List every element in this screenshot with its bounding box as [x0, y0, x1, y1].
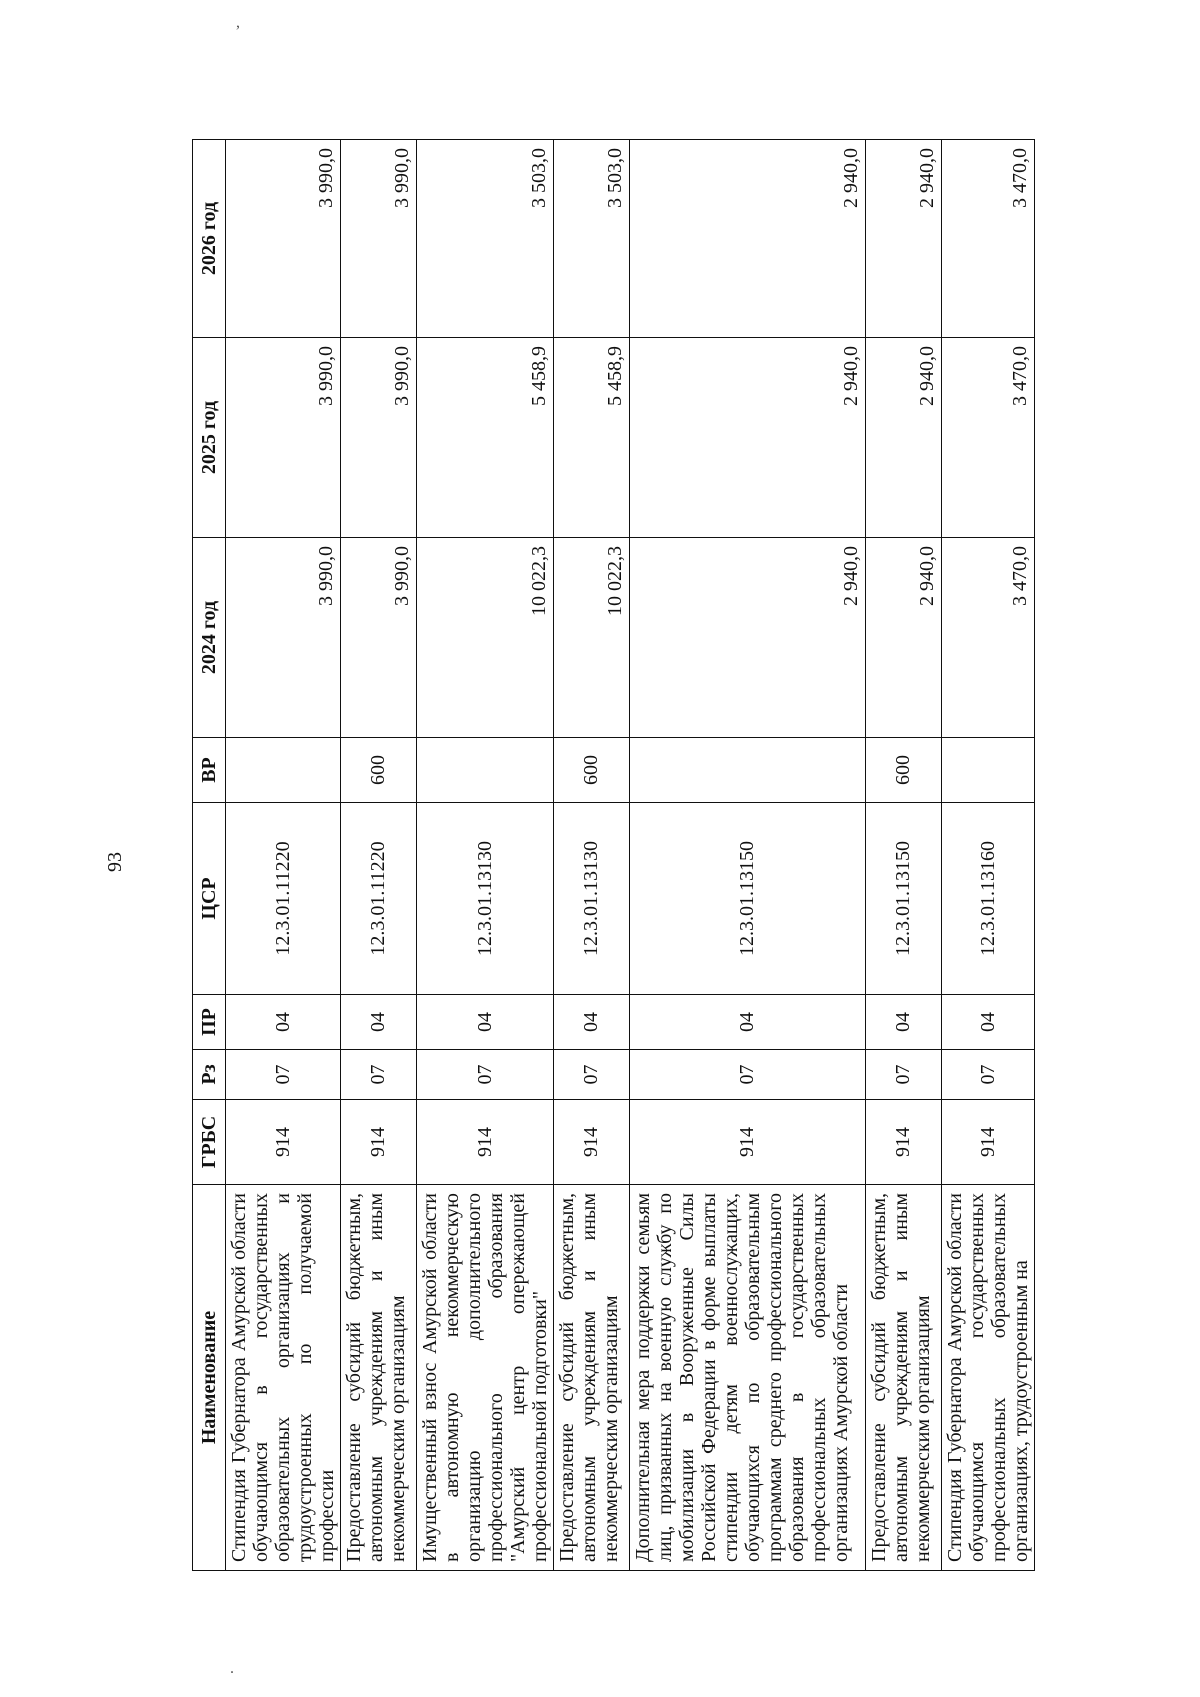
row-rz: 07: [341, 1050, 417, 1100]
row-grbs: 914: [226, 1100, 341, 1185]
page-number: 93: [104, 852, 126, 872]
row-2024: 2 940,0: [866, 538, 942, 738]
row-pr: 04: [554, 995, 630, 1050]
row-2024: 3 470,0: [942, 538, 1035, 738]
scan-mark: .: [230, 1660, 234, 1677]
row-name: Предоставление субсидий бюджетным, автономным учреждениям и иным некоммерческим организациям: [554, 1185, 630, 1571]
row-pr: 04: [226, 995, 341, 1050]
row-2025: 3 990,0: [341, 338, 417, 538]
row-pr: 04: [630, 995, 866, 1050]
header-grbs: ГРБС: [193, 1100, 226, 1185]
row-grbs: 914: [866, 1100, 942, 1185]
row-vr: 600: [866, 738, 942, 803]
table-row: [226, 140, 341, 1571]
row-2024: 3 990,0: [341, 538, 417, 738]
row-2026: 2 940,0: [630, 140, 866, 338]
row-pr: 04: [341, 995, 417, 1050]
row-2026: 3 990,0: [341, 140, 417, 338]
row-csr: 12.3.01.11220: [226, 803, 341, 995]
row-2025: 5 458,9: [417, 338, 554, 538]
header-2026: 2026 год: [193, 140, 226, 338]
row-2024: 10 022,3: [417, 538, 554, 738]
row-name: Дополнительная мера поддержки семьям лиц, призванных на военную службу по мобилизации в Вооруженные Силы Российской Федерации в форме выплаты стипендии детям военнослужащих, обучающихся по образовательным программам среднего профессионального образования в государственных профессиональных образовательных организациях Амурской области: [630, 1185, 866, 1571]
row-2025: 3 990,0: [226, 338, 341, 538]
row-grbs: 914: [341, 1100, 417, 1185]
header-2024: 2024 год: [193, 538, 226, 738]
row-2026: 3 990,0: [226, 140, 341, 338]
row-rz: 07: [554, 1050, 630, 1100]
scan-mark: ,: [236, 14, 240, 31]
row-grbs: 914: [630, 1100, 866, 1185]
row-2024: 2 940,0: [630, 538, 866, 738]
row-name: Стипендия Губернатора Амурской области обучающимся в государственных образовательных организациях и трудоустроенных по получаемой профессии: [226, 1185, 341, 1571]
row-csr: 12.3.01.13160: [942, 803, 1035, 995]
row-csr: 12.3.01.13130: [554, 803, 630, 995]
row-grbs: 914: [417, 1100, 554, 1185]
row-vr: 600: [341, 738, 417, 803]
row-rz: 07: [417, 1050, 554, 1100]
row-2024: 10 022,3: [554, 538, 630, 738]
header-pr: ПР: [193, 995, 226, 1050]
row-vr: [942, 738, 1035, 803]
row-2026: 3 470,0: [942, 140, 1035, 338]
row-csr: 12.3.01.13150: [630, 803, 866, 995]
row-2025: 2 940,0: [866, 338, 942, 538]
table-row: [417, 140, 554, 1571]
row-vr: 600: [554, 738, 630, 803]
row-2025: 5 458,9: [554, 338, 630, 538]
budget-table: [192, 139, 1035, 1571]
row-vr: [226, 738, 341, 803]
row-2026: 2 940,0: [866, 140, 942, 338]
row-pr: 04: [942, 995, 1035, 1050]
header-vr: ВР: [193, 738, 226, 803]
row-rz: 07: [226, 1050, 341, 1100]
header-row: [193, 140, 226, 1571]
row-name: Имущественный взнос Амурской области в автономную некоммерческую организацию дополнительного профессионального образования "Амурский центр опережающей профессиональной подготовки": [417, 1185, 554, 1571]
row-rz: 07: [630, 1050, 866, 1100]
row-pr: 04: [866, 995, 942, 1050]
row-vr: [417, 738, 554, 803]
header-2025: 2025 год: [193, 338, 226, 538]
row-2025: 3 470,0: [942, 338, 1035, 538]
row-rz: 07: [866, 1050, 942, 1100]
row-csr: 12.3.01.13150: [866, 803, 942, 995]
row-name: Предоставление субсидий бюджетным, автономным учреждениям и иным некоммерческим организациям: [341, 1185, 417, 1571]
row-name: Стипендия Губернатора Амурской области обучающимся государственных профессиональных образовательных организациях, трудоустроенным на: [942, 1185, 1035, 1571]
row-2025: 2 940,0: [630, 338, 866, 538]
header-csr: ЦСР: [193, 803, 226, 995]
row-2026: 3 503,0: [554, 140, 630, 338]
row-grbs: 914: [554, 1100, 630, 1185]
table-row: [866, 140, 942, 1571]
row-2024: 3 990,0: [226, 538, 341, 738]
table-row: [554, 140, 630, 1571]
row-pr: 04: [417, 995, 554, 1050]
row-grbs: 914: [942, 1100, 1035, 1185]
header-rz: Рз: [193, 1050, 226, 1100]
header-name: Наименование: [193, 1185, 226, 1571]
table-row: [341, 140, 417, 1571]
row-2026: 3 503,0: [417, 140, 554, 338]
table-row: [630, 140, 866, 1571]
budget-table-container: [192, 140, 1032, 1571]
row-name: Предоставление субсидий бюджетным, автономным учреждениям и иным некоммерческим организациям: [866, 1185, 942, 1571]
row-csr: 12.3.01.11220: [341, 803, 417, 995]
table-row: [942, 140, 1035, 1571]
row-csr: 12.3.01.13130: [417, 803, 554, 995]
row-vr: [630, 738, 866, 803]
row-rz: 07: [942, 1050, 1035, 1100]
